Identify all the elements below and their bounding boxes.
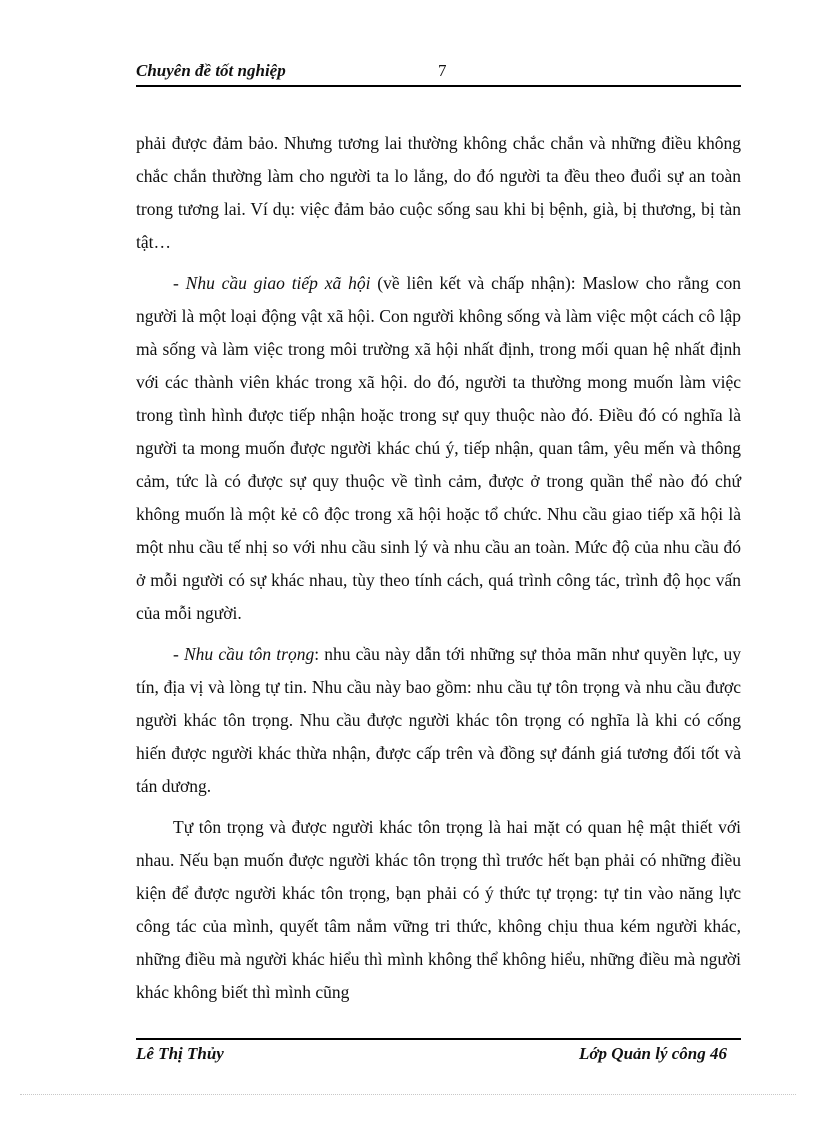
- term-esteem-needs: Nhu cầu tôn trọng: [184, 644, 315, 664]
- term-social-needs: Nhu cầu giao tiếp xã hội: [185, 273, 371, 293]
- footer-author: Lê Thị Thủy: [136, 1044, 224, 1063]
- bullet-prefix: -: [173, 273, 186, 293]
- page-header: [136, 58, 741, 87]
- paragraph-self-respect: Tự tôn trọng và được người khác tôn trọng là hai mặt có quan hệ mật thiết với nhau. Nếu bạn muốn được người khác tôn trọng thì trước hết bạn phải có những điều kiện để được người khác tôn trọng, bạn phải có ý thức tự trọng: tự tin vào năng lực công tác của mình, quyết tâm nắm vững tri thức, không chịu thua kém người khác, những điều mà người khác hiểu thì mình không thể không hiểu, những điều mà người khác không biết thì mình cũng: [136, 817, 741, 1002]
- header-title: Chuyên đề tốt nghiệp: [136, 61, 286, 80]
- paragraph-text: (về liên kết và chấp nhận): Maslow cho rằng con người là một loại động vật xã hội. Con người không sống và làm việc một cách cô lập mà sống và làm việc trong môi trường xã hội nhất định, trong mối quan hệ nhất định với các thành viên khác trong xã hội. do đó, người ta thường mong muốn làm việc trong tình hình được tiếp nhận hoặc trong sự quy thuộc nào đó. Điều đó có nghĩa là người ta mong muốn được người khác chú ý, tiếp nhận, quan tâm, yêu mến và thông cảm, tức là có được sự quy thuộc về tình cảm, được ở trong quần thể nào đó chứ không muốn là một kẻ cô độc trong xã hội hoặc tổ chức. Nhu cầu giao tiếp xã hội là một nhu cầu tế nhị so với nhu cầu sinh lý và nhu cầu an toàn. Mức độ của nhu cầu đó ở mỗi người có sự khác nhau, tùy theo tính cách, quá trình công tác, trình độ học vấn của mỗi người.: [136, 273, 741, 623]
- footer-class-name: Lớp Quản lý công 46: [579, 1044, 727, 1063]
- bullet-prefix: -: [173, 644, 184, 664]
- page-bottom-divider: [20, 1094, 796, 1095]
- paragraph-safety-continued: phải được đảm bảo. Nhưng tương lai thường không chắc chắn và những điều không chắc chắn thường làm cho người ta lo lắng, do đó người ta đều theo đuổi sự an toàn trong tương lai. Ví dụ: việc đảm bảo cuộc sống sau khi bị bệnh, già, bị thương, bị tàn tật…: [136, 133, 741, 252]
- page-footer: [136, 1038, 741, 1070]
- paragraph-text: : nhu cầu này dẫn tới những sự thỏa mãn như quyền lực, uy tín, địa vị và lòng tự tin. Nhu cầu này bao gồm: nhu cầu tự tôn trọng và nhu cầu được người khác tôn trọng. Nhu cầu được người khác tôn trọng có nghĩa là khi có cống hiến được người khác thừa nhận, được cấp trên và đồng sự đánh giá tương đối tốt và tán dương.: [136, 644, 741, 796]
- paragraph-social-needs: [136, 267, 741, 630]
- page-number: 7: [438, 61, 447, 80]
- document-body: [136, 127, 741, 1017]
- paragraph-esteem-needs: [136, 638, 741, 803]
